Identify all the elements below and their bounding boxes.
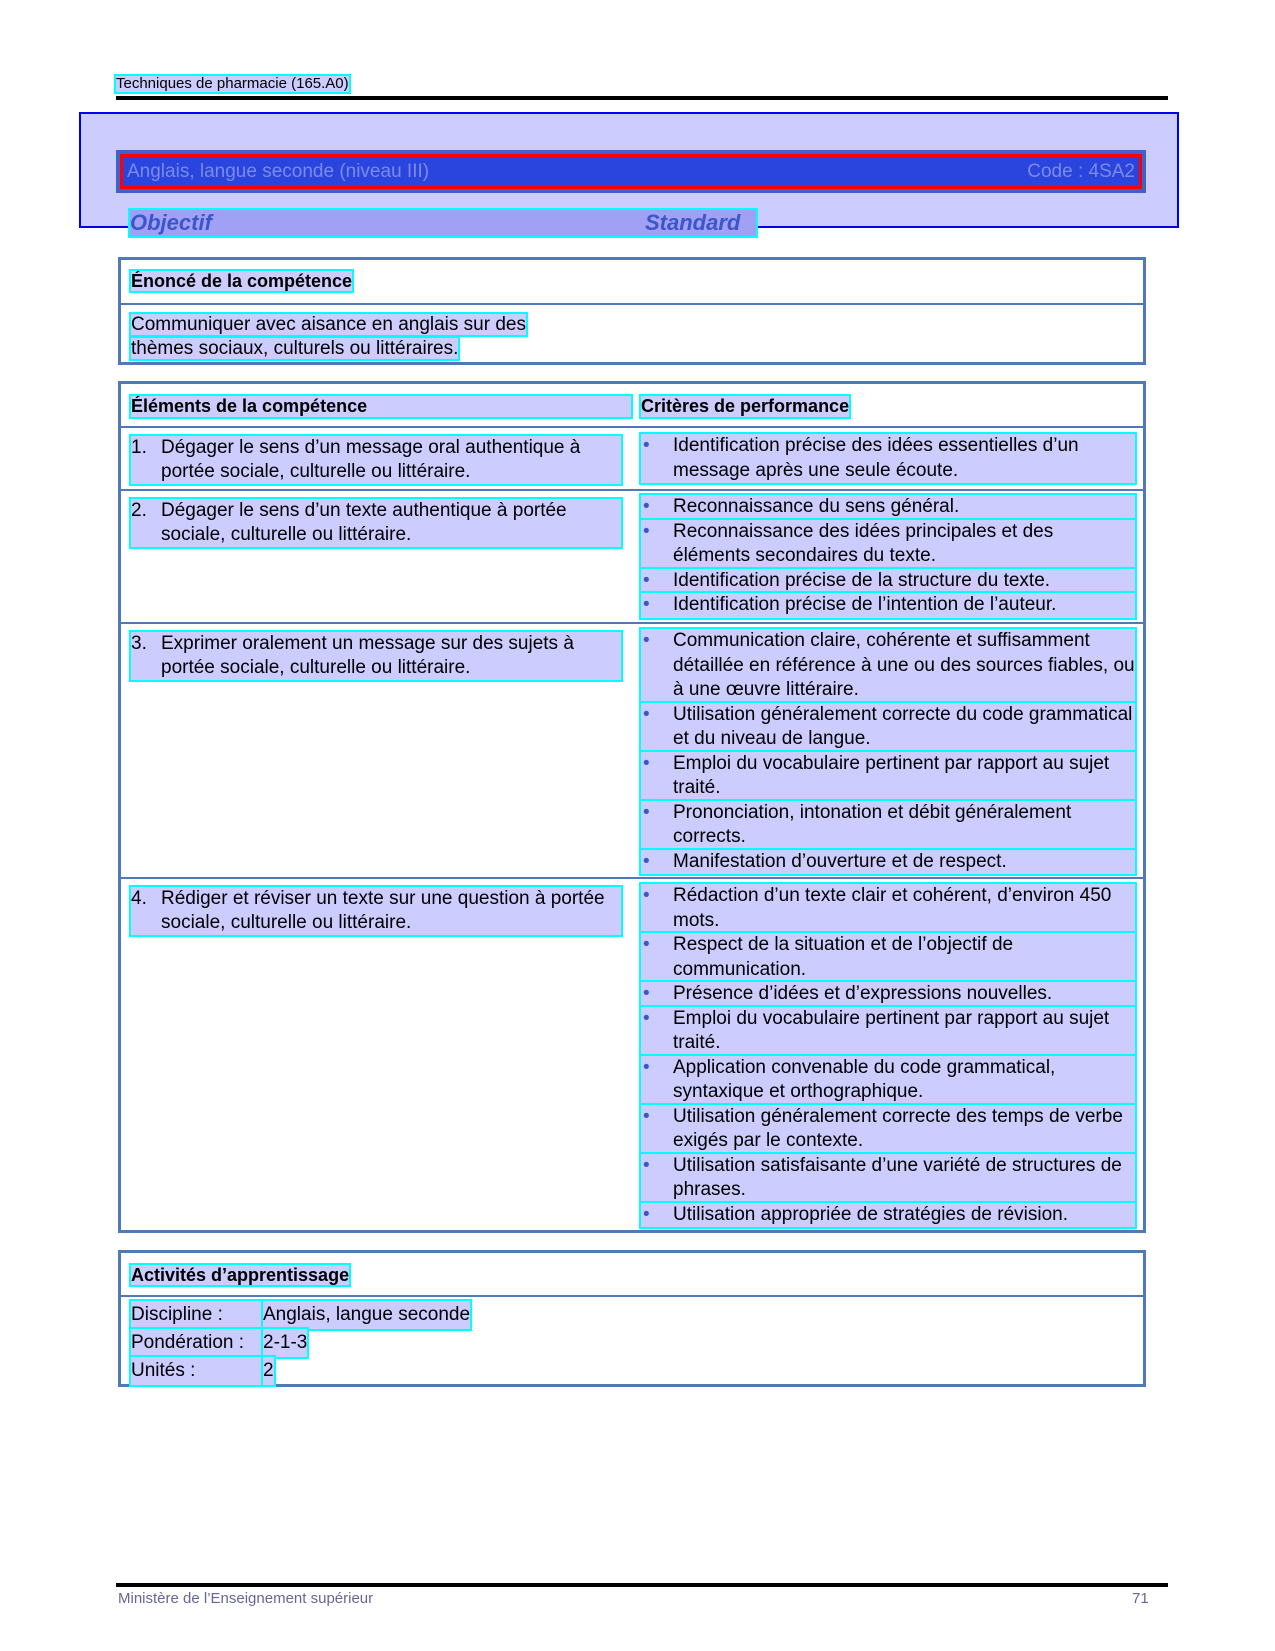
activites-box [118,1250,1146,1387]
course-title-bar-inner [120,154,1142,189]
unites-value: 2 [263,1357,274,1385]
criteria-list-2 [641,495,1135,618]
element-3: 3. Exprimer oralement un message sur des sujets à portée sociale, culturelle ou littéraire. [131,632,621,680]
table-row [121,491,1143,624]
page-number: 71 [1132,1590,1149,1607]
ponderation-value: 2-1-3 [263,1329,307,1357]
course-title-bar [116,150,1146,193]
elements-criteres-table [118,381,1146,1233]
unites-line [131,1357,1143,1385]
criterion: • Utilisation généralement correcte du code grammatical et du niveau de langue. [641,703,1135,752]
col-header-criteres: Critères de performance [641,396,850,416]
criteria-list-4 [641,884,1135,1227]
objectif-heading: Objectif [130,210,756,236]
enonce-text-line2: thèmes sociaux, culturels ou littéraires. [131,338,459,359]
ponderation-line [131,1329,1143,1357]
activites-title: Activités d’apprentissage [131,1265,350,1285]
element-1: 1. Dégager le sens d’un message oral authentique à portée sociale, culturelle ou littéraire. [131,436,621,484]
discipline-line [131,1301,1143,1329]
standard-heading: Standard [645,210,741,235]
criterion: • Communication claire, cohérente et suffisamment détaillée en référence à une ou des sources fiables, ou à une œuvre littéraire. [641,629,1135,703]
course-code: Code : 4SA2 [1027,160,1135,182]
unites-label: Unités : [131,1357,263,1385]
course-title: Anglais, langue seconde (niveau III) [127,160,430,182]
criterion: • Utilisation généralement correcte des temps de verbe exigés par le contexte. [641,1105,1135,1154]
header-rule [116,96,1168,100]
discipline-label: Discipline : [131,1301,263,1329]
criterion: • Présence d’idées et d’expressions nouvelles. [641,982,1135,1007]
table-row [121,879,1143,1231]
footer-ministry: Ministère de l’Enseignement supérieur [118,1590,374,1607]
footer-rule [116,1583,1168,1587]
element-2: 2. Dégager le sens d’un texte authentique à portée sociale, culturelle ou littéraire. [131,499,621,547]
criterion: • Identification précise de la structure du texte. [641,569,1135,594]
running-header: Techniques de pharmacie (165.A0) [116,75,349,92]
ponderation-label: Pondération : [131,1329,263,1357]
enonce-box [118,257,1146,365]
col-header-elements: Éléments de la compétence [131,396,631,417]
criterion: • Identification précise de l’intention de l’auteur. [641,593,1135,618]
enonce-text-line1: Communiquer avec aisance en anglais sur des [131,314,526,335]
table-header-row [121,384,1143,428]
criterion: • Reconnaissance du sens général. [641,495,1135,520]
table-row [121,428,1143,491]
criterion: • Reconnaissance des idées principales et des éléments secondaires du texte. [641,520,1135,569]
criterion: • Rédaction d’un texte clair et cohérent, d’environ 450 mots. [641,884,1135,933]
criteria-list-1 [641,434,1135,483]
criterion: • Emploi du vocabulaire pertinent par rapport au sujet traité. [641,752,1135,801]
criterion: • Utilisation satisfaisante d’une variété de structures de phrases. [641,1154,1135,1203]
enonce-title: Énoncé de la compétence [131,271,353,291]
criterion: • Prononciation, intonation et débit généralement corrects. [641,801,1135,850]
criterion: • Application convenable du code grammatical, syntaxique et orthographique. [641,1056,1135,1105]
criterion: • Manifestation d’ouverture et de respect. [641,850,1135,875]
criteria-list-3 [641,629,1135,874]
table-row [121,624,1143,879]
criterion: • Identification précise des idées essentielles d’un message après une seule écoute. [641,434,1135,483]
criterion: • Respect de la situation et de l’objectif de communication. [641,933,1135,982]
discipline-value: Anglais, langue seconde [263,1301,470,1329]
element-4: 4. Rédiger et réviser un texte sur une question à portée sociale, culturelle ou littéraire. [131,887,621,935]
criterion: • Utilisation appropriée de stratégies de révision. [641,1203,1135,1228]
criterion: • Emploi du vocabulaire pertinent par rapport au sujet traité. [641,1007,1135,1056]
